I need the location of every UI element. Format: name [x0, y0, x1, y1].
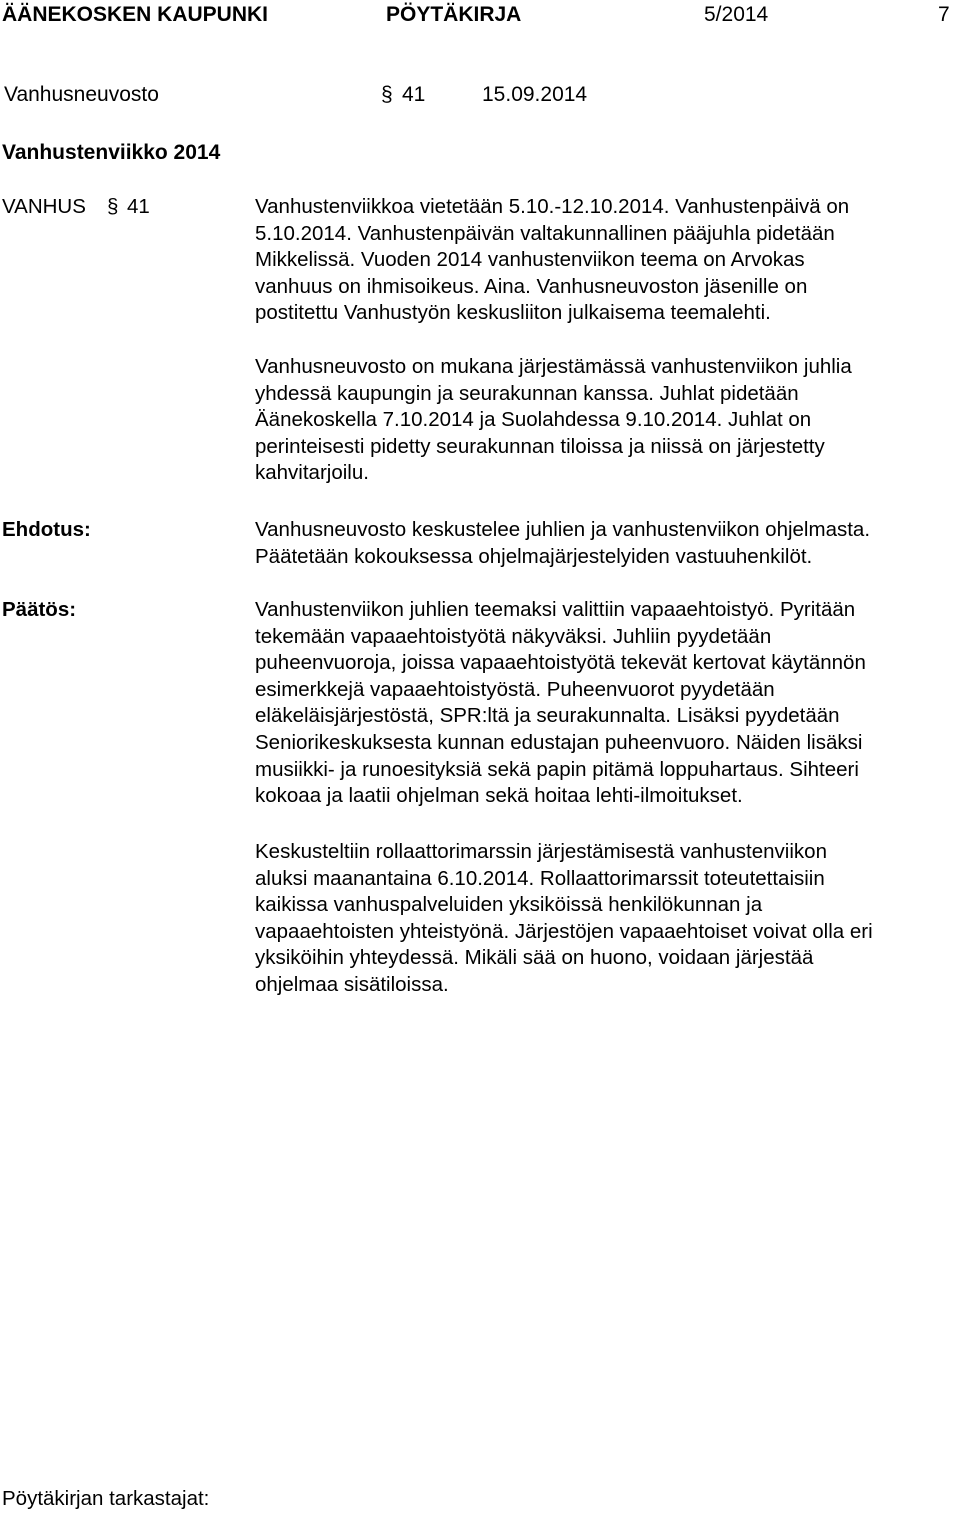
paragraph-line: 5.10.2014. Vanhustenpäivän valtakunnallinen pääjuhla pidetään	[255, 221, 835, 245]
paragraph-line: Keskusteltiin rollaattorimarssin järjestämisestä vanhustenviikon	[255, 840, 827, 863]
paragraph-line: Vanhustenviikkoa vietetään 5.10.-12.10.2014. Vanhustenpäivä on	[255, 195, 850, 218]
header-doc-type: PÖYTÄKIRJA	[386, 3, 522, 26]
paragraph-line: puheenvuoroja, joissa vapaaehtoistyötä tekevät kertovat käytännön	[255, 651, 866, 675]
paragraph-line: yhdessä kaupungin ja seurakunnan kanssa. Juhlat pidetään	[255, 381, 799, 405]
meta-section-number: 41	[402, 83, 426, 106]
paragraph-line: Päätetään kokouksessa ohjelmajärjestelyiden vastuuhenkilöt.	[255, 544, 813, 568]
second-paragraph	[255, 354, 955, 487]
paragraph-line: eläkeläisjärjestöstä, SPR:ltä ja seurakunnalta. Lisäksi pyydetään	[255, 704, 840, 728]
paragraph-line: ohjelmaa sisätiloissa.	[255, 972, 449, 996]
item-ref-number: 41	[127, 195, 150, 218]
header-org: ÄÄNEKOSKEN KAUPUNKI	[2, 3, 269, 26]
paragraph-line: yksiköihin yhteydessä. Mikäli sää on huono, voidaan järjestää	[255, 946, 814, 970]
paragraph-line: Seniorikeskuksesta kunnan edustajan puheenvuoro. Näiden lisäksi	[255, 730, 863, 754]
paragraph-line: Vanhusneuvosto keskustelee juhlien ja vanhustenviikon ohjelmasta.	[255, 518, 871, 541]
paragraph-line: Vanhusneuvosto on mukana järjestämässä vanhustenviikon juhlia	[255, 355, 852, 378]
intro-paragraph	[255, 194, 955, 327]
meta-body: Vanhusneuvosto	[4, 83, 159, 106]
paragraph-line: Äänekoskella 7.10.2014 ja Suolahdessa 9.10.2014. Juhlat on	[255, 408, 812, 432]
header-page-number: 7	[938, 3, 950, 26]
proposal-label: Ehdotus:	[2, 518, 91, 541]
paragraph-line: aluksi maanantaina 6.10.2014. Rollaattorimarssit toteutettaisiin	[255, 866, 825, 890]
paragraph-line: vanhuus on ihmisoikeus. Aina. Vanhusneuvoston jäsenille on	[255, 274, 808, 298]
paragraph-line: vapaaehtoisten yhteistyönä. Järjestöjen vapaaehtoiset voivat olla eri	[255, 919, 873, 943]
decision-label: Päätös:	[2, 598, 77, 621]
paragraph-line: kokoaa ja laatii ohjelman sekä hoitaa lehti-ilmoitukset.	[255, 784, 743, 808]
header-issue: 5/2014	[704, 3, 769, 26]
paragraph-line: postitettu Vanhustyön keskusliiton julkaisema teemalehti.	[255, 301, 771, 325]
meta-date: 15.09.2014	[482, 83, 588, 106]
proposal-paragraph	[255, 517, 955, 570]
item-ref-label: VANHUS	[2, 195, 86, 218]
paragraph-line: tekemään vapaaehtoistyötä näkyväksi. Juhliin pyydetään	[255, 624, 772, 648]
paragraph-line: kaikissa vanhuspalveluiden yksiköissä henkilökunnan ja	[255, 893, 763, 917]
decision-paragraph	[255, 597, 955, 810]
paragraph-line: musiikki- ja runoesityksiä sekä papin pitämä loppuhartaus. Sihteeri	[255, 757, 859, 781]
paragraph-line: Mikkelissä. Vuoden 2014 vanhustenviikon teema on Arvokas	[255, 248, 805, 272]
paragraph-line: perinteisesti pidetty seurakunnan tiloissa ja niissä on järjestetty	[255, 434, 825, 458]
paragraph-line: esimerkkejä vapaaehtoistyöstä. Puheenvuorot pyydetään	[255, 677, 775, 701]
decision-second-paragraph	[255, 839, 955, 999]
footer-reviewers-label: Pöytäkirjan tarkastajat:	[2, 1487, 210, 1510]
meta-section-sign: §	[381, 83, 393, 106]
item-title: Vanhustenviikko 2014	[2, 141, 221, 164]
paragraph-line: Vanhustenviikon juhlien teemaksi valittiin vapaaehtoistyö. Pyritään	[255, 598, 856, 621]
paragraph-line: kahvitarjoilu.	[255, 461, 369, 485]
item-ref-section-sign: §	[107, 195, 119, 218]
